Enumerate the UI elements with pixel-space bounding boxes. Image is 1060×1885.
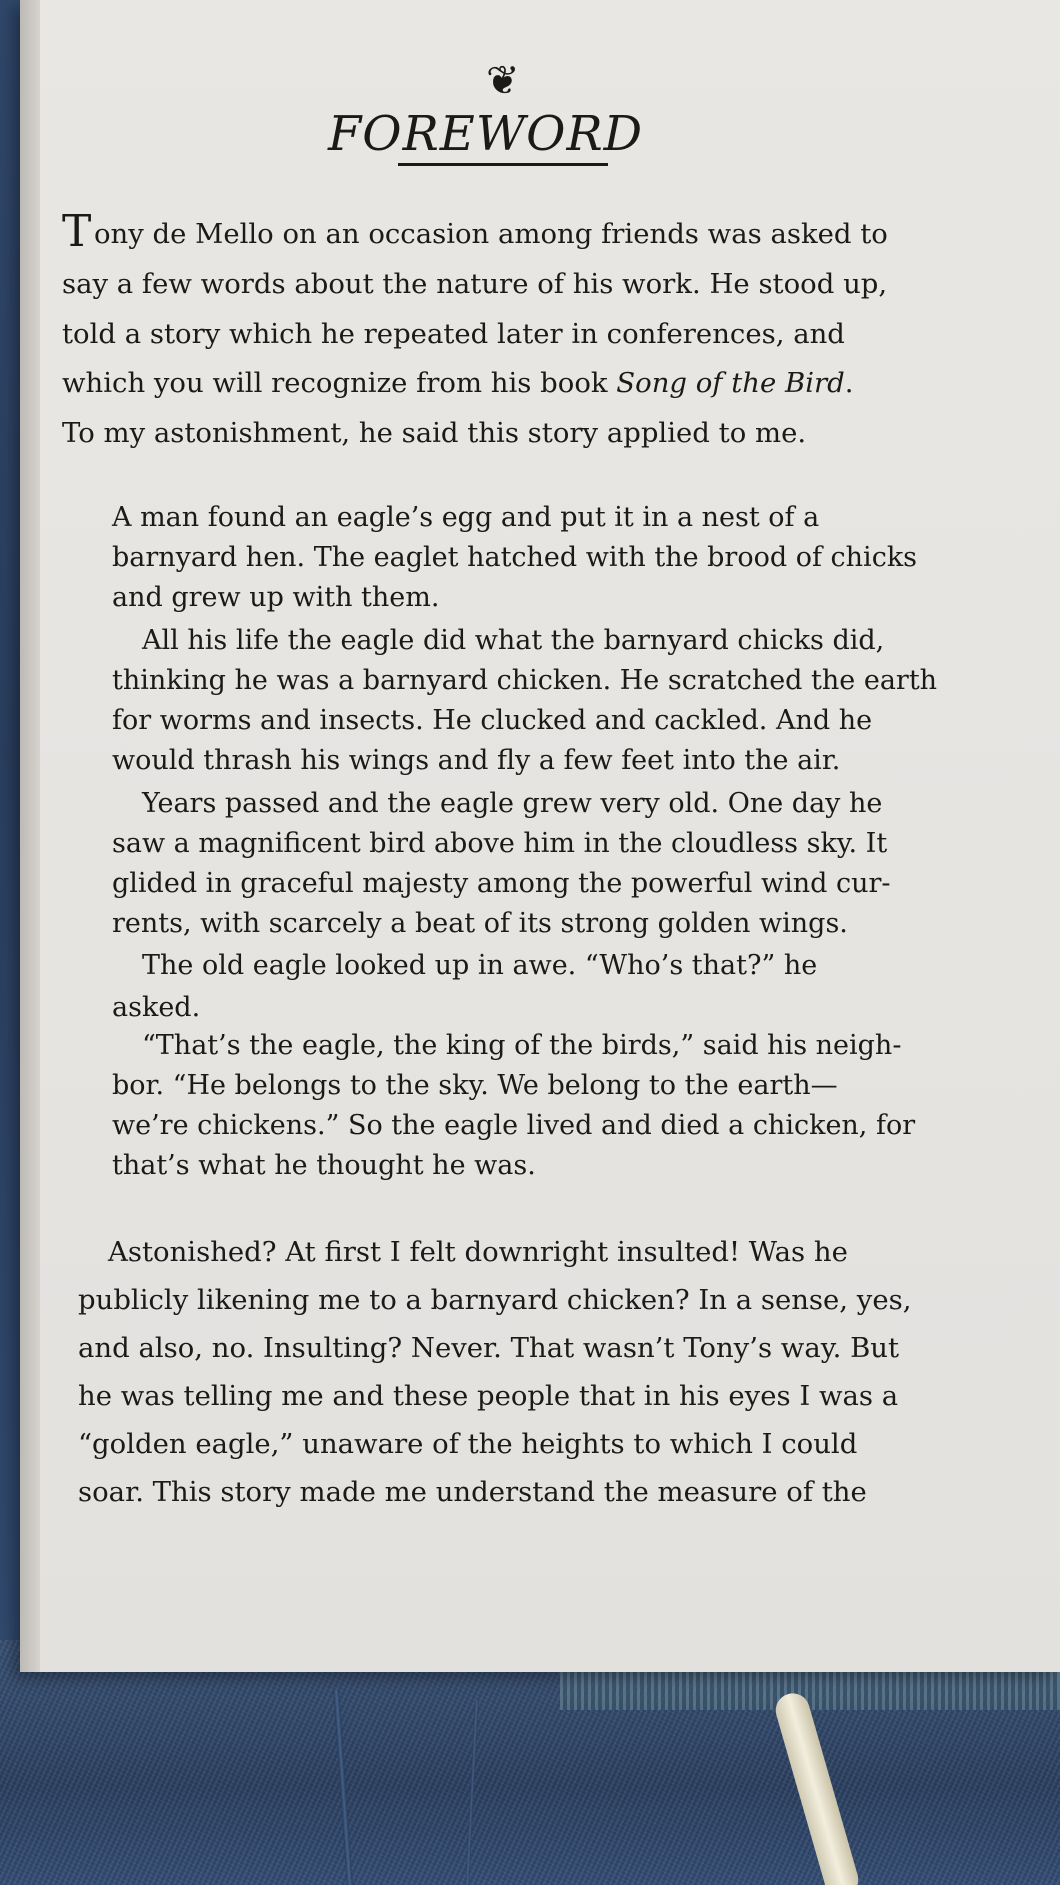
intro-line: say a few words about the nature of his work. He stood up, <box>62 268 888 300</box>
closing-line: Astonished? At first I felt downright insulted! Was he <box>108 1236 848 1268</box>
story-line: glided in graceful majesty among the powerful wind cur- <box>112 868 891 899</box>
book-title: Song of the Bird <box>616 367 845 399</box>
story-line: for worms and insects. He clucked and cackled. And he <box>112 705 873 736</box>
story-line: and grew up with them. <box>112 582 440 613</box>
heading-underline <box>398 163 608 166</box>
story-line: “That’s the eagle, the king of the birds,” said his neigh- <box>142 1030 902 1061</box>
story-line: would thrash his wings and fly a few feet into the air. <box>112 745 841 776</box>
story-line: A man found an eagle’s egg and put it in a nest of a <box>112 502 820 533</box>
story-line: asked. <box>112 992 201 1023</box>
story-line: saw a magnificent bird above him in the cloudless sky. It <box>112 828 888 859</box>
story-line: barnyard hen. The eaglet hatched with the brood of chicks <box>112 542 918 573</box>
story-line: rents, with scarcely a beat of its strong golden wings. <box>112 908 848 939</box>
story-line: bor. “He belongs to the sky. We belong to the earth— <box>112 1070 838 1101</box>
chapter-heading: FOREWORD <box>328 106 644 162</box>
intro-line: ony de Mello on an occasion among friends was asked to <box>94 218 888 250</box>
book-title-period: . <box>844 367 854 399</box>
story-line: thinking he was a barnyard chicken. He scratched the earth <box>112 665 938 696</box>
closing-line: publicly likening me to a barnyard chicken? In a sense, yes, <box>78 1284 912 1316</box>
story-line: Years passed and the eagle grew very old. One day he <box>142 788 883 819</box>
intro-line <box>62 367 854 399</box>
closing-line: and also, no. Insulting? Never. That wasn’t Tony’s way. But <box>78 1332 900 1364</box>
ornament-icon: ❦ <box>486 58 520 104</box>
page-edge-shadow <box>20 0 40 1672</box>
closing-line: “golden eagle,” unaware of the heights to which I could <box>78 1428 858 1460</box>
intro-line: To my astonishment, he said this story applied to me. <box>62 417 807 449</box>
drop-cap: T <box>62 206 92 257</box>
story-line: The old eagle looked up in awe. “Who’s that?” he <box>142 950 818 981</box>
intro-line: told a story which he repeated later in conferences, and <box>62 318 845 350</box>
story-line: that’s what he thought he was. <box>112 1150 536 1181</box>
story-line: All his life the eagle did what the barnyard chicks did, <box>142 625 885 656</box>
book-page <box>20 0 1060 1672</box>
closing-line: he was telling me and these people that in his eyes I was a <box>78 1380 899 1412</box>
closing-line: soar. This story made me understand the measure of the <box>78 1476 867 1508</box>
intro-line-text: which you will recognize from his book <box>62 367 608 399</box>
story-line: we’re chickens.” So the eagle lived and died a chicken, for <box>112 1110 916 1141</box>
